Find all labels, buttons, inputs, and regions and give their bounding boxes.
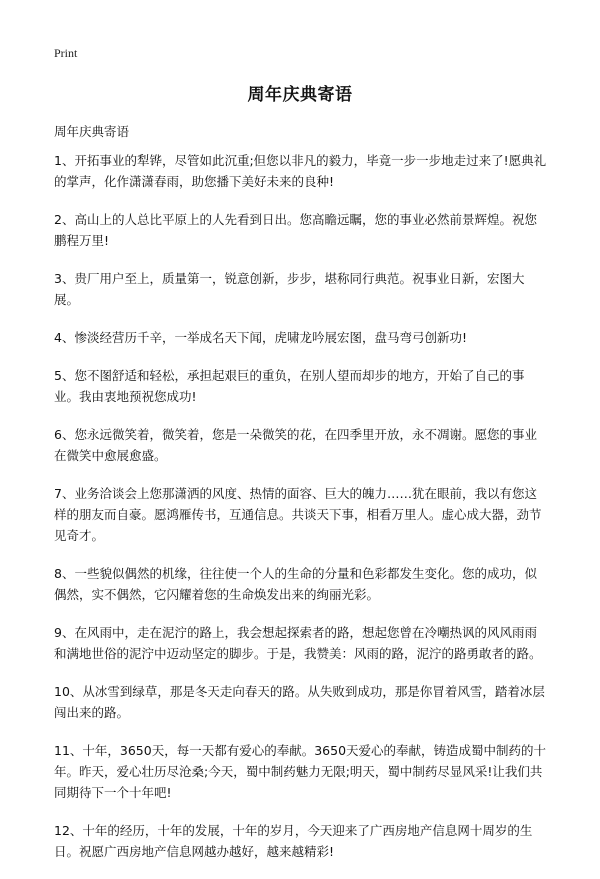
paragraph-4: 4、惨淡经营历千辛，一举成名天下闻，虎啸龙吟展宏图，盘马弯弓创新功! (54, 330, 467, 345)
paragraph-7: 7、业务洽谈会上您那潇洒的风度、热情的面容、巨大的魄力……犹在眼前，我以有您这样的朋友而自豪。愿鸿雁传书，互通信息。共谈天下事，相看万里人。虚心成大器，劲节见奇才。 (54, 486, 542, 543)
paragraph-8: 8、一些貌似偶然的机缘，往往使一个人的生命的分量和色彩都发生变化。您的成功，似偶然，实不偶然，它闪耀着您的生命焕发出来的绚丽光彩。 (54, 566, 537, 602)
print-link[interactable]: Print (54, 46, 78, 60)
page-title: 周年庆典寄语 (247, 85, 353, 105)
paragraph-11: 11、十年，3650天，每一天都有爱心的奉献。3650天爱心的奉献，铸造成蜀中制药的十年。昨天，爱心壮历尽沧桑;今天，蜀中制药魅力无限;明天，蜀中制药尽显风采!让我们共同期待下一个十年吧! (54, 743, 547, 800)
paragraph-6: 6、您永远微笑着，微笑着，您是一朵微笑的花，在四季里开放，永不凋谢。愿您的事业在微笑中愈展愈盛。 (54, 427, 537, 463)
paragraph-12: 12、十年的经历，十年的发展，十年的岁月，今天迎来了广西房地产信息网十周岁的生日。祝愿广西房地产信息网越办越好，越来越精彩! (54, 823, 533, 859)
document-subtitle: 周年庆典寄语 (54, 124, 130, 139)
paragraph-5: 5、您不图舒适和轻松，承担起艰巨的重负，在别人望而却步的地方，开始了自己的事业。我由衷地预祝您成功! (54, 368, 525, 404)
paragraph-2: 2、高山上的人总比平原上的人先看到日出。您高瞻远瞩，您的事业必然前景辉煌。祝您鹏程万里! (54, 212, 537, 248)
paragraph-9: 9、在风雨中，走在泥泞的路上，我会想起探索者的路，想起您曾在冷嘲热讽的风风雨雨和满地世俗的泥泞中迈动坚定的脚步。于是，我赞美：风雨的路，泥泞的路勇敢者的路。 (54, 625, 542, 661)
paragraph-3: 3、贵厂用户至上，质量第一，锐意创新，步步，堪称同行典范。祝事业日新，宏图大展。 (54, 271, 525, 307)
paragraph-10: 10、从冰雪到绿草，那是冬天走向春天的路。从失败到成功，那是你冒着风雪，踏着冰层闯出来的路。 (54, 684, 545, 720)
document-body (54, 150, 548, 879)
paragraph-1: 1、开拓事业的犁铧，尽管如此沉重;但您以非凡的毅力，毕竟一步一步地走过来了!愿典礼的掌声，化作潇潇春雨，助您播下美好未来的良种! (54, 153, 547, 189)
